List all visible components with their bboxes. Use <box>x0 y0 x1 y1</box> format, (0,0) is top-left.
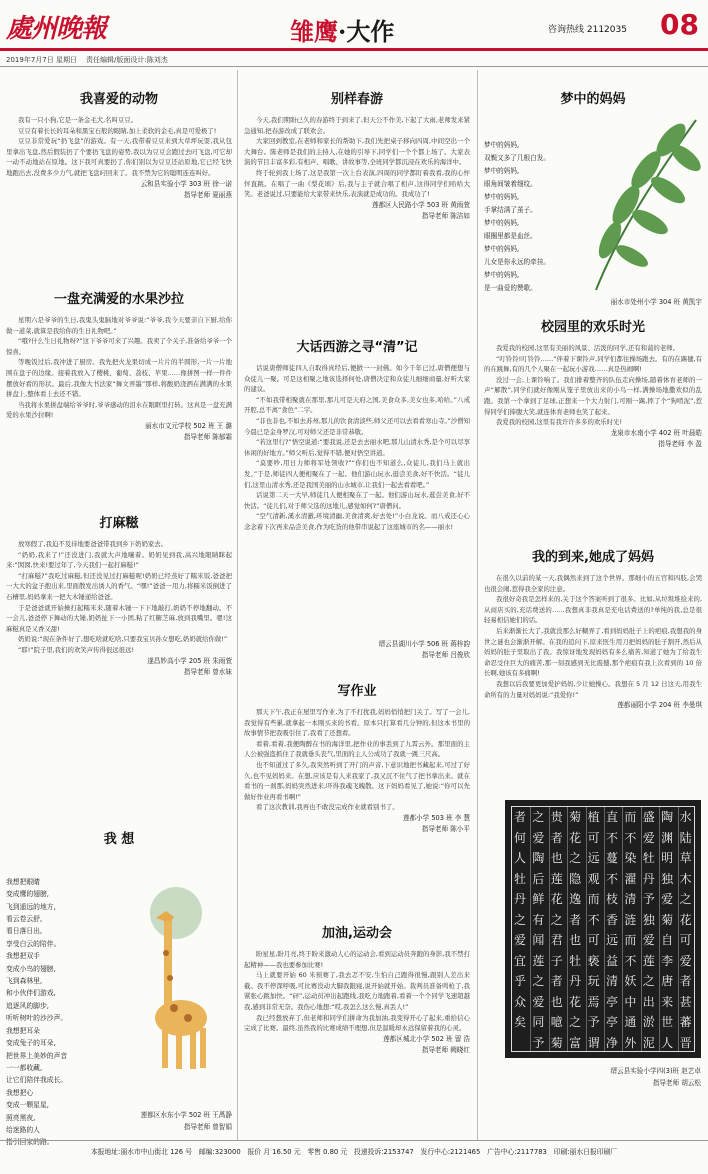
calligraphy-char: 蕃 <box>679 1015 692 1029</box>
calligraphy-char: 有 <box>532 912 545 927</box>
calligraphy-char: 牡 <box>642 851 655 865</box>
article-title: 我 想 <box>103 832 135 847</box>
calligraphy-char: 也 <box>569 933 582 947</box>
article-paragraph: 看了这次教训,我再也不敢没完成作业就看别书了。 <box>256 803 399 812</box>
article-paragraph: 放寒假了,我迫不及待地要爸爸带我到乡下奶奶家去。 <box>18 540 168 548</box>
poem-line: 给迷路的人 <box>6 1125 40 1134</box>
author-school: 龙泉市水南小学 402 班 叶晨皓 <box>610 428 702 437</box>
article-paragraph: “哦?什么生日礼物呀?”这下爷爷可来了兴趣。我卖了个关子,准备给爷爷一个惊喜。 <box>6 337 232 356</box>
calligraphy-char: 远 <box>605 933 618 947</box>
calligraphy-column-line <box>586 807 587 1051</box>
poem-line: 变成一颗星星, <box>6 1101 49 1110</box>
calligraphy-char: 清 <box>605 974 618 988</box>
calligraphy-char: 涟 <box>624 912 637 927</box>
poem-line: 眼圈里都是血丝。 <box>484 232 537 240</box>
calligraphy-char: 花 <box>679 912 692 927</box>
subheader-rule <box>0 66 708 67</box>
calligraphy-column-line <box>622 807 623 1051</box>
poem-line: 变成兔子的耳朵, <box>6 1039 56 1048</box>
column-divider <box>477 70 478 1140</box>
calligraphy-char: 子 <box>550 953 563 968</box>
calligraphy-char: 蔓 <box>605 851 618 865</box>
poem-line: 照亮黑夜, <box>6 1113 36 1122</box>
article-title: 写作业 <box>337 684 377 699</box>
calligraphy-char: 清 <box>624 892 637 906</box>
header-rule <box>0 48 708 51</box>
calligraphy-char: 直 <box>605 810 618 824</box>
calligraphy-char: 净 <box>605 1035 618 1050</box>
section-title-suffix: 大作 <box>346 17 395 46</box>
calligraphy-char: 枝 <box>605 892 618 906</box>
teacher-credit: 指导老师 陈小平 <box>421 824 470 833</box>
article-paragraph: 豆豆非常爱玩“扔飞盘”的游戏。有一天,我带着豆豆来到大草坪玩耍,我从包里拿出飞盘,然后假装扔了个要扔飞盘的姿势,我以为豆豆会跑过去叼飞盘,可它却一动不动地站在原地。这下我可真要扔了,你们别以为豆豆还站原地,它已经飞快地跑出去,没费多少力气,就把飞盘叼回来了。我不禁为它的聪明连连叫好。 <box>6 137 232 177</box>
calligraphy-char: 人 <box>513 851 526 865</box>
article-paragraph: 话说第二天一大早,师徒几人便相聚在了一起。他们游山玩水,逛尝美食,好不快活。“徒儿们,对于师父选的这地儿,感觉如何?”唐僧问。 <box>244 491 470 510</box>
poem-line: 梦中的妈妈, <box>484 245 520 253</box>
calligraphy-teacher: 指导老师 胡云松 <box>652 1079 701 1087</box>
teacher-credit: 指导老师 夏丽燕 <box>183 190 232 199</box>
calligraphy-char: 菊 <box>661 912 674 927</box>
calligraphy-char: 也 <box>550 994 563 1009</box>
article-title: 我的到来,她成了妈妈 <box>532 550 654 565</box>
poem-line: 梦中的妈妈, <box>484 219 520 227</box>
calligraphy-char: 焉 <box>587 994 600 1009</box>
calligraphy-char: 而 <box>624 810 637 824</box>
calligraphy-char: 者 <box>679 974 692 988</box>
teacher-credit: 指导老师 吕俊欣 <box>421 651 470 659</box>
calligraphy-char: 独 <box>642 912 655 927</box>
article-paragraph: 话说唐僧师徒四人自取得真经后,便掀一一封佛。如今千年已过,唐僧便想与众徒儿一聚。可是这相聚之地该选择何处,唐僧决定和众徒儿细细商量,好听大家的建议。 <box>244 364 470 394</box>
calligraphy-char: 闻 <box>532 933 545 947</box>
calligraphy-char: 谓 <box>587 1035 600 1050</box>
teacher-credit: 指导老师 陈洁如 <box>421 211 470 220</box>
calligraphy-char: 不 <box>624 830 637 845</box>
calligraphy-char: 爱 <box>513 933 526 947</box>
poem-line: 看云卷云舒, <box>6 915 43 924</box>
calligraphy-char: 明 <box>661 851 674 865</box>
hotline: 咨询热线 2112035 <box>548 25 627 35</box>
calligraphy-char: 来 <box>661 994 674 1009</box>
author-school: 云和县实验小学 303 班 徐一诺 <box>140 179 232 188</box>
article-paragraph: 当我将水果拼盘端给爷爷时,爷爷感动的泪水在眼眶里打转。这真是一盘充满爱的水果沙拉啊! <box>6 400 232 420</box>
calligraphy-char: 可 <box>587 933 600 947</box>
poem-line: 手掌结满了茧子。 <box>484 206 537 214</box>
calligraphy-char: 莲 <box>642 953 655 968</box>
teacher-credit: 指导老师 曾智娟 <box>183 1123 232 1131</box>
calligraphy-char: 外 <box>624 1035 637 1050</box>
article-paragraph: “奶奶,我来了!”还没进门,我就大声地嚷着。奶奶见到我,高兴地眼睛眯起来:“囡囡,快来!要过年了,今天我们一起打麻糍!” <box>6 550 232 570</box>
calligraphy-char: 世 <box>661 1015 674 1029</box>
article-paragraph: “打麻糍?”我吃过麻糍,但还没见过打麻糍呢!奶奶已经蒸好了糯米饭,爸爸把一大大的盆子抱出来,里面散发出诱人的香气。“嘿!”爸爸一用力,将糯米饭倒进了石槽里,妈妈拿来一把大木锤递给爸爸。 <box>6 571 232 601</box>
poem-line: 让它们陪伴我成长。 <box>6 1076 68 1085</box>
poem-line: 变成小鸟的翅膀, <box>6 964 56 973</box>
article-paragraph: “叮铃铃!叮铃铃……”伴着下课铃声,同学们都往操场跑去。有的在踢毽,有的在跳舞,有的几个人聚在一起玩小游戏……真是热闹啊! <box>484 354 702 374</box>
calligraphy-char: 淤 <box>642 1015 655 1029</box>
article-paragraph: 在很久以前的某一天,我偶然来到了这个世界。那细小的五官和四肢,会哭也很会闹,惹得我全家的注意。 <box>484 574 702 593</box>
article-dream-mother <box>484 88 702 308</box>
calligraphy-char: 之 <box>642 974 655 988</box>
article-paragraph: 终于轮到我上场了,这是我第一次上台表演,四周的同学都盯着我看,我的心怦怦直跳。在唱了一曲《梨花颂》后,我与主子就合唱了相声,这得同学们哈哈大笑。老爸说过,只要能给大家带来快乐,表演就是成功的。我成功了! <box>244 168 470 199</box>
calligraphy-char: 独 <box>661 871 674 886</box>
article-journey-west <box>244 336 470 668</box>
calligraphy-char: 众 <box>513 994 526 1009</box>
dateline: 2019年7月7日 星期日 <box>6 56 77 64</box>
article-paragraph: “莫要吵,用日力师将军处领收?”“你们也不知道么,众徒儿,我们马上就出发。”于是,师徒四人便相聚在了一起。他们游山玩水,逛尝美食,好不快活。“徒儿们,这里山清水秀,还是我国美丽的山水城市,让我们一起去看看吧。” <box>244 459 470 489</box>
calligraphy-char: 牡 <box>513 871 526 886</box>
calligraphy-char: 水 <box>679 810 692 824</box>
poem-line: 梦中的妈妈, <box>484 167 520 175</box>
author-school: 丽水市处州小学 304 班 黄凯宇 <box>610 298 702 306</box>
calligraphy-char: 不 <box>624 953 637 968</box>
calligraphy-char: 之 <box>532 810 545 824</box>
calligraphy-column-line <box>678 807 679 1051</box>
poem-line: 梦中的妈妈, <box>484 193 520 201</box>
article-spring-outing <box>244 88 470 222</box>
article-paragraph: 大家回到教室,在老师和家长的帮助下,我们先把桌子移向四周,中间空出一个大舞台。陈老师是我们的主持人,在她的引导下,同学们一个个都上场了。大家表演的节目丰富多彩,有相声、唱歌、讲故事等,全班同学都沉浸在欢乐的海洋中。 <box>244 137 470 167</box>
author-school: 丽水市文元学校 502 班 王 潞 <box>145 421 232 430</box>
calligraphy-author: 缙云县实验小学四(3)班 赵艺卓 <box>610 1067 701 1075</box>
article-paragraph: “若这里行?”悟空说道:“要我说,还是去去丽水吧,那儿山清水秀,是个可以尽享休闲的好地方。”师父听后,觉得不错,便对悟空讲道。 <box>244 438 470 457</box>
calligraphy-char: 中 <box>624 994 637 1009</box>
author-school: 莲都区人民路小学 503 班 黄雨萱 <box>372 200 470 209</box>
section-title <box>290 12 394 47</box>
calligraphy-char: 不 <box>605 830 618 845</box>
article-became-mother <box>484 546 702 711</box>
column-divider <box>237 70 238 1140</box>
calligraphy-char: 不 <box>587 912 600 927</box>
poem-line: 指引回家的路。 <box>6 1138 54 1147</box>
poem-line: 我想把眼睛 <box>6 877 40 886</box>
calligraphy-char: 陶 <box>661 810 674 824</box>
calligraphy-char: 宜 <box>513 953 526 968</box>
teacher-credit: 指导老师 阙晓红 <box>421 1045 470 1054</box>
article-paragraph: 我已经想放弃了,但老师和同学们拼命为我加油,我变得开心了起来,重拾信心完成了比赛。最终,虽然我的比赛成绩不理想,但是温暖却永远保留着我的心灵。 <box>244 1013 470 1033</box>
poem-line: 我想把心 <box>6 1088 34 1097</box>
poem-line: 变成鹰的翅膀, <box>6 890 49 899</box>
article-paragraph: 盼星星,盼月亮,终于盼来激动人心的运动会,看到运动员奔跑的身影,我不禁打起精神——我也要参加比赛! <box>244 950 470 969</box>
calligraphy-char: 丹 <box>642 871 655 886</box>
page-number: 08 <box>660 8 699 41</box>
poem-line: 双鬓又多了几根白发。 <box>484 154 550 162</box>
section-title-dot: · <box>338 17 347 46</box>
article-title: 别样春游 <box>330 92 383 107</box>
calligraphy-char: 花 <box>569 830 582 845</box>
leaf-illustration <box>576 110 702 295</box>
article-title: 梦中的妈妈 <box>560 92 626 107</box>
poem-line: 梦中的妈妈, <box>484 271 520 279</box>
calligraphy-column-line <box>659 807 660 1051</box>
newspaper-logo: 處州晚報 <box>6 14 107 44</box>
article-paragraph: 我想以后我要更加爱护妈妈,少让她操心。我想在 5 月 12 日这天,用我生命所有的力量对妈妈说:“我爱你!” <box>484 679 702 699</box>
calligraphy-char: 可 <box>587 830 600 845</box>
calligraphy-char: 之 <box>569 1015 582 1029</box>
calligraphy-char: 泥 <box>642 1035 655 1050</box>
poem-line: 看日落日出, <box>6 927 43 936</box>
calligraphy-char: 晋 <box>679 1035 692 1050</box>
calligraphy-column-line <box>549 807 550 1051</box>
article-paragraph: 我有一只小狗,它是一条金毛犬,名叫豆豆。 <box>18 116 138 124</box>
poem-line: 享受白云的陪伴。 <box>6 939 61 948</box>
calligraphy-char: 李 <box>661 953 674 968</box>
article-paragraph: “非也非也,不如去苏州,那儿的饮食清淡些,师父还可以去看看寒山寺。”沙僧知今晨已是金身罗汉,可对师父还是非常恭敬。 <box>244 416 470 436</box>
article-paragraph: 我很好奇我是怎样来的,关于这个答案听到了很多。比如,从垃圾堆捡来的,从商店买的,充话费送的……我想真非我真是充电话费送的?单纯的我,总是很轻易相信她们的话。 <box>484 595 702 625</box>
poem-line: 把世界上美妙的声音 <box>6 1051 68 1060</box>
calligraphy-char: 予 <box>642 892 655 906</box>
calligraphy-char: 之 <box>550 912 563 927</box>
author-school: 莲都小学 503 班 李 慧 <box>402 813 470 822</box>
author-school: 莲都区城北小学 502 班 留 浩 <box>383 1034 470 1043</box>
calligraphy-char: 爱 <box>532 830 545 845</box>
calligraphy-column-line <box>567 807 568 1051</box>
article-i-wish <box>6 828 232 1147</box>
calligraphy-char: 通 <box>624 1015 637 1029</box>
article-paragraph: 也不知道过了多久,我突然听到了开门的声音,下意识地把书藏起来,可过了好久,也不见妈妈来。在想,应该是有人来我家了,我又沉不住气了把书拿出来。就在看书的一刹那,妈妈突然进来,吓得我魂飞魄散。这下妈妈看见了,她说:“你可以先做好作业再看书啊!” <box>244 760 470 801</box>
calligraphy-char: 爱 <box>642 933 655 947</box>
article-paragraph: 我爱我的校园,这里有美丽的风景、活泼的同学,还有和蔼的老师。 <box>496 344 679 352</box>
calligraphy-char: 者 <box>513 810 526 824</box>
calligraphy-char: 者 <box>550 830 563 845</box>
article-paragraph: 等晚饭过后,我冲进了厨房。我先把火龙果切成一片片的半圆形,一片一片地围在盘子的边缘。接着我放入了樱桃、葡萄、荔枝、苹果……像拼图一样一件件摆放好看的形状。最后,我像大书法家“舞文弄墨”那样,将酸奶浇洒在满满的水果拼盘上,整体看上去还不错。 <box>6 358 232 399</box>
article-homework <box>244 680 470 835</box>
article-fruit-salad <box>6 288 232 443</box>
calligraphy-char: 自 <box>661 933 674 947</box>
editor-credit: 责任编辑/版面设计:陈刘杰 <box>86 56 168 64</box>
article-paragraph: 于是爸爸就开始捶打起糯米来,随着木锤一下下地敲打,奶奶不停地翻动。不一会儿,爸爸停下舞动的大锤,奶奶扯下一小团,粘了红糖芝麻,放到我嘴里。嗯!这麻糍真是又香又甜! <box>6 603 232 633</box>
article-paragraph: 我爱我的校园,这里有我许许多多的欢乐时光! <box>496 418 623 427</box>
calligraphy-artwork <box>505 800 701 1058</box>
calligraphy-char: 贵 <box>550 810 563 824</box>
calligraphy-char: 亭 <box>605 1015 618 1029</box>
calligraphy-char: 唐 <box>661 974 674 988</box>
article-paragraph: 星期六是爷爷的生日,我鬼头鬼脑地对爷爷说:“爷爷,我今天要亲自下厨,给你做一道菜,就算是我给你的生日礼物吧。” <box>6 316 232 335</box>
calligraphy-char: 妖 <box>624 974 637 988</box>
calligraphy-char: 鲜 <box>532 892 545 906</box>
calligraphy-char: 者 <box>569 912 582 927</box>
article-paragraph: 后来渐渐长大了,我就没那么好糊弄了,看到妈妈肚子上的疤痕,我想我的身世之谜也会渐渐开解。在我的追问下,原来医生用刀把妈妈的肚子割开,然后从妈妈的肚子里取出了我。我惊讶地发现妈妈有多么痛苦,知道了她为了给我生命忍受住巨大的痛苦,那一刻我感到无比震撼,那个疤痕有我上次看到的 10 倍长啊,她该有多痛啊! <box>484 626 702 678</box>
calligraphy-char: 玩 <box>587 974 600 988</box>
article-paragraph: 看着,看着,我便陶醉在书的海洋里,把作业的事丢到了九霄云外。那里面的主人公被强盗抓住了我就垂头丧气,里面的主人公成功了我就一跳三尺高。 <box>244 739 470 759</box>
calligraphy-char: 爱 <box>661 892 674 906</box>
calligraphy-char: 菊 <box>550 1035 563 1050</box>
article-maci <box>6 512 232 678</box>
calligraphy-char: 出 <box>642 994 655 1009</box>
calligraphy-column-line <box>641 807 642 1051</box>
giraffe-illustration <box>126 883 218 1073</box>
article-paragraph: “不如我带相聚就在那里,那儿可是天府之国,美食众多,美女也多,哈哈。”八戒开腔,总不离“食色”二字。 <box>244 395 470 415</box>
article-title: 我喜爱的动物 <box>79 92 158 107</box>
calligraphy-char: 陆 <box>679 830 692 845</box>
calligraphy-char: 而 <box>624 933 637 947</box>
calligraphy-char: 而 <box>587 892 600 906</box>
calligraphy-char: 者 <box>550 974 563 988</box>
calligraphy-column-line <box>604 807 605 1051</box>
calligraphy-char: 富 <box>569 1035 582 1050</box>
calligraphy-char: 爱 <box>532 994 545 1009</box>
article-paragraph: 豆豆有着长长的耳朵和黑宝石般的眼睛,加上柔软的金毛,真是可爱极了! <box>18 126 217 135</box>
calligraphy-char: 矣 <box>513 1015 526 1029</box>
teacher-credit: 指导老师 李 盈 <box>658 439 702 448</box>
calligraphy-char: 陶 <box>532 851 545 865</box>
calligraphy-char: 之 <box>679 892 692 906</box>
footer-info: 本报地址:丽水市中山街北 126 号 邮编:323000 报价 月 16.50 元 零售 0.80 元 投递投诉:2153747 发行中心:2121465 广告中心:2117783 印刷:丽水日报印刷厂 <box>0 1140 708 1163</box>
calligraphy-char: 丹 <box>513 892 526 906</box>
calligraphy-char: 之 <box>569 851 582 865</box>
article-title: 加油,运动会 <box>322 926 392 941</box>
author-school: 缙云县湖川小学 506 班 蒋梓韵 <box>378 640 470 648</box>
calligraphy-char: 隐 <box>569 871 582 886</box>
article-paragraph: “耶!”院子里,我们的欢笑声传得很远很远! <box>18 645 135 654</box>
calligraphy-char: 亵 <box>587 953 600 968</box>
poem-line: 飞到森林里, <box>6 977 43 986</box>
calligraphy-char: 盛 <box>642 810 655 824</box>
calligraphy-char: 木 <box>679 871 692 886</box>
calligraphy-column-line <box>530 807 531 1051</box>
article-paragraph: 奶奶说:“现在条件好了,想吃啥就吃啥,只要我宝贝孙女想吃,奶奶就给你做!” <box>18 635 228 644</box>
article-title: 校园里的欢乐时光 <box>540 320 645 335</box>
calligraphy-char: 濯 <box>624 871 637 886</box>
calligraphy-char: 爱 <box>679 953 692 968</box>
calligraphy-char: 花 <box>550 892 563 906</box>
poem-line: 梦中的妈妈, <box>484 141 520 149</box>
calligraphy-char: 香 <box>605 912 618 927</box>
calligraphy-char: 植 <box>587 810 600 824</box>
calligraphy-char: 逸 <box>569 892 582 906</box>
calligraphy-char: 甚 <box>679 994 692 1009</box>
teacher-credit: 指导老师 曾水妹 <box>183 667 232 676</box>
poem-line: 一一都收藏, <box>6 1063 43 1072</box>
poem-line: 儿女是你永远的牵挂。 <box>484 258 550 266</box>
poem-line: 听听树叶的沙沙声。 <box>6 1014 68 1023</box>
calligraphy-char: 爱 <box>642 830 655 845</box>
poem-line: 我想把双手 <box>6 952 40 961</box>
author-school: 遂昌妙高小学 205 班 朱雨萱 <box>147 656 232 665</box>
article-paragraph: 今天,我们期盼已久的春游终于到来了,但天公不作美,下起了大雨,老师发来紧急通知,把春游改成了联欢会。 <box>244 116 470 135</box>
calligraphy-char: 不 <box>605 871 618 886</box>
poem-line: 眼角间皱着细纹。 <box>484 180 537 188</box>
calligraphy-char: 同 <box>532 1015 545 1029</box>
calligraphy-char: 莲 <box>532 953 545 968</box>
calligraphy-char: 之 <box>513 912 526 927</box>
calligraphy-char: 人 <box>661 1035 674 1050</box>
calligraphy-char: 花 <box>569 994 582 1009</box>
article-paragraph: 没过一会,上课铃响了。我们排着整齐的队伍走向操场,随着体育老师的一声“解散”,同学们就好像刚从笼子里放出来的小鸟一样,满操场地撒欢似的乱跑。我第一个拿到了足球,正想来一个大力射门,可刚一踢,摔了个“狗啃泥”,惹得同学们捧腹大笑,就连体育老师也笑了起来。 <box>484 375 702 416</box>
calligraphy-char: 莲 <box>550 871 563 886</box>
section-title-prefix: 雏鹰 <box>290 17 338 46</box>
calligraphy-char: 予 <box>532 1035 545 1050</box>
poem-line: 飞到遥远的地方, <box>6 902 56 911</box>
calligraphy-char: 丹 <box>569 974 582 988</box>
calligraphy-char: 君 <box>550 933 563 947</box>
calligraphy-char: 后 <box>532 871 545 886</box>
article-sports-meet <box>244 922 470 1056</box>
calligraphy-char: 之 <box>532 974 545 988</box>
calligraphy-char: 远 <box>587 851 600 865</box>
calligraphy-char: 亭 <box>605 994 618 1009</box>
article-title: 一盘充满爱的水果沙拉 <box>53 292 184 307</box>
article-title: 打麻糍 <box>99 516 139 531</box>
poem-line: 和小伙伴们游戏, <box>6 989 56 998</box>
article-favorite-animal <box>6 88 232 201</box>
article-paragraph: “空气清新,溪水清澈,环境清幽,美食清爽,好去处!”小白龙说。而八戒还心心念念着下次再来品尝美食,作为吃货的他带串说起了这座城市的名——丽水! <box>244 512 470 531</box>
calligraphy-char: 乎 <box>513 974 526 988</box>
author-school: 莲都丽阳小学 204 班 李曼琪 <box>617 701 702 710</box>
teacher-credit: 指导老师 陈郁霜 <box>183 432 232 441</box>
poem-line: 追逐风的脚步, <box>6 1001 49 1010</box>
calligraphy-char: 何 <box>513 830 526 845</box>
calligraphy-char: 予 <box>587 1015 600 1029</box>
calligraphy-char: 染 <box>624 851 637 865</box>
article-paragraph: 那天下午,我正在屋里写作业,为了不打扰我,妈妈悄悄把门关了。写了一会儿,我觉得有些累,就拿起一本刚买来的书看。原本只打算看几分钟的,但这本书里的故事情节把我吸引住了,我看了还想看。 <box>244 708 470 738</box>
poem-line: 是一曲爱的赞歌。 <box>484 284 537 292</box>
article-title: 大话西游之寻“清”记 <box>296 340 418 355</box>
calligraphy-char: 益 <box>605 953 618 968</box>
article-paragraph: 马上就要开始 60 米预赛了,我去忑不安,生怕自己跑得很慢,跟别人差出来截。我不停深呼吸,可比赛没动大脚我跟寝,说开始就开始。裁判员准备鸣枪了,我紧张心跳加快。“砰”,运动员冲出起跑线,我吃力地跑着,看着一个个同学飞速超越我,感到非常无奈。我伤心地想:“哎,我怎么这么慢,真丢人!” <box>244 971 470 1011</box>
calligraphy-char: 草 <box>679 851 692 865</box>
calligraphy-char: 菊 <box>569 810 582 824</box>
poem-line: 我想把耳朵 <box>6 1026 40 1035</box>
article-campus-time <box>484 316 702 450</box>
calligraphy-char: 可 <box>679 933 692 947</box>
calligraphy-char: 牡 <box>569 953 582 968</box>
calligraphy-char: 观 <box>587 871 600 886</box>
author-school: 莲都区水东小学 502 班 王禹静 <box>140 1111 232 1119</box>
calligraphy-grid <box>511 806 695 1052</box>
calligraphy-char: 也 <box>550 851 563 865</box>
calligraphy-char: 噫 <box>550 1015 563 1029</box>
calligraphy-char: 渊 <box>661 830 674 845</box>
